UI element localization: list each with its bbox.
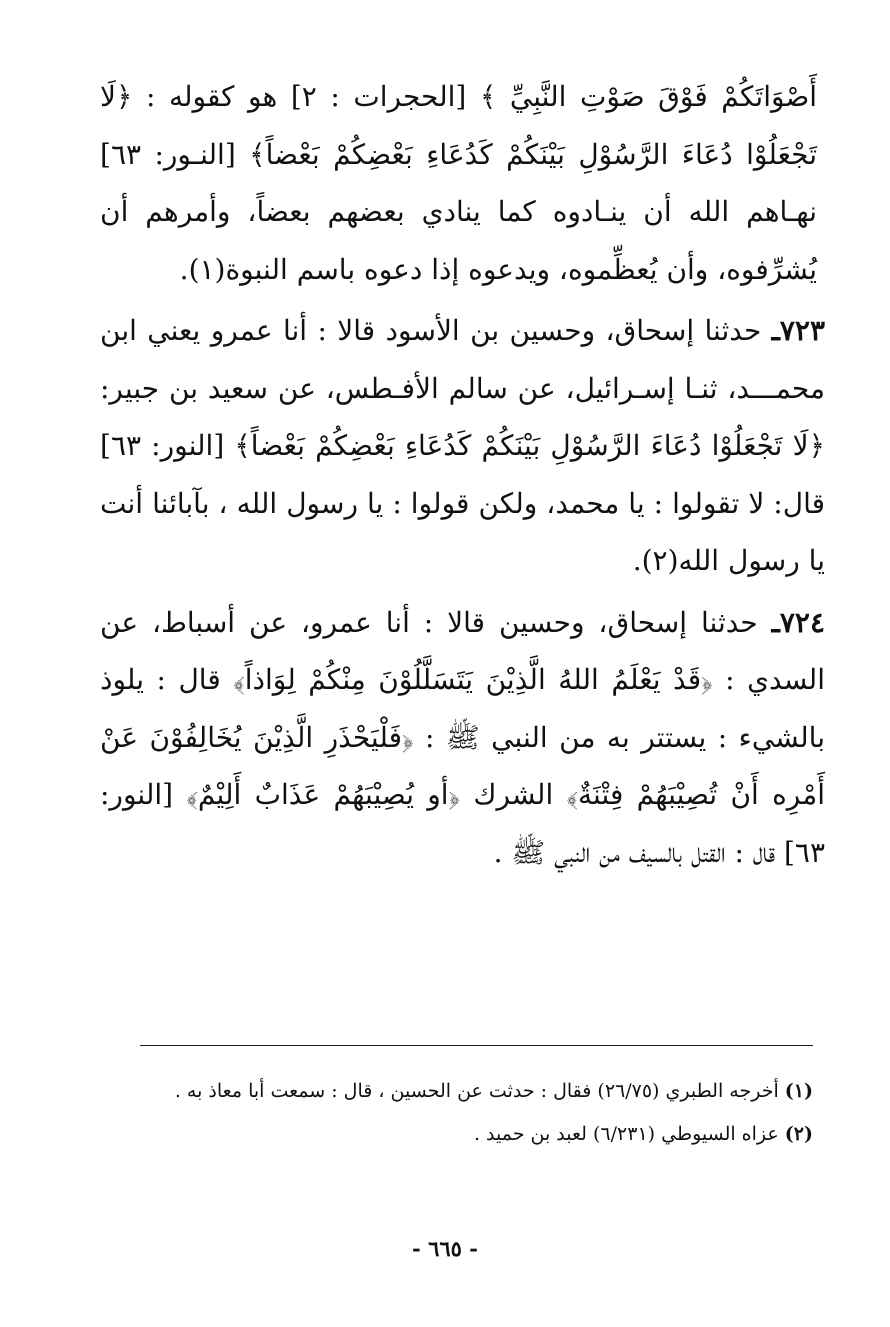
footnote-number: (١) — [784, 1080, 813, 1102]
hadith-number: ٧٢٣ـ — [771, 314, 825, 347]
footnotes — [100, 1070, 813, 1156]
hadith-text: حدثنا إسحاق، وحسين بن الأسود قالا : أنا عمرو يعني ابن محمـــد، ثنـا إسـرائيل، عن سالم الأفـطس، عن سعيد بن جبير: ﴿لَا تَجْعَلُوْا دُعَاءَ الرَّسُوْلِ بَيْنَكُمْ كَدُعَاءِ بَعْضِكُمْ بَعْضاً﴾ [النور: ٦٣] قال: لا تقولوا : يا محمد، ولكن قولوا : يا رسول الله ، بآبائنا أنت يا رسول الله(٢). — [100, 314, 825, 577]
footnote-2 — [100, 1113, 813, 1156]
footnote-text: أخرجه الطبري (٢٦/٧٥) فقال : حدثت عن الحسين ، قال : سمعت أبا معاذ به . — [174, 1080, 779, 1102]
page-number: - ٦٦٥ - — [412, 1236, 478, 1261]
paragraph-continuation: أَصْوَاتَكُمْ فَوْقَ صَوْتِ النَّبِيِّ ﴾ [الحجرات : ٢] هو كقوله : ﴿لَا تَجْعَلُوْا دُعَاءَ الرَّسُوْلِ بَيْنَكُمْ كَدُعَاءِ بَعْضِكُمْ بَعْضاً﴾ [النـور: ٦٣] نهـاهم الله أن ينـادوه كما ينادي بعضهم بعضاً، وأمرهم أن يُشرِّفوه، وأن يُعظِّموه، ويدعوه إذا دعوه باسم النبوة(١). — [100, 80, 817, 286]
hadith-text: حدثنا إسحاق، وحسين قالا : أنا عمرو، عن أسباط، عن السدي : ﴿قَدْ يَعْلَمُ اللهُ الَّذِيْنَ يَتَسَلَّلُوْنَ مِنْكُمْ لِوَاذاً﴾ قال : يلوذ بالشيء : يستتر به من النبي ﷺ : ﴿فَلْيَحْذَرِ الَّذِيْنَ يُخَالِفُوْنَ عَنْ أَمْرِه أَنْ تُصِيْبَهُمْ فِتْنَةٌ﴾ الشرك ﴿أو يُصِيْبَهُمْ عَذَابٌ أَلِيْمٌ﴾ [النور: ٦٣] قال : القتل بالسيف من النبي ﷺ . — [100, 605, 825, 869]
footnote-1 — [100, 1070, 813, 1113]
hadith-number: ٧٢٤ـ — [771, 605, 825, 639]
footnote-divider — [140, 1045, 813, 1046]
hadith-724 — [100, 594, 825, 882]
main-text — [100, 68, 825, 881]
hadith-723 — [100, 302, 825, 590]
footnote-number: (٢) — [784, 1123, 813, 1145]
footnote-text: عزاه السيوطي (٦/٢٣١) لعبد بن حميد . — [473, 1123, 779, 1145]
